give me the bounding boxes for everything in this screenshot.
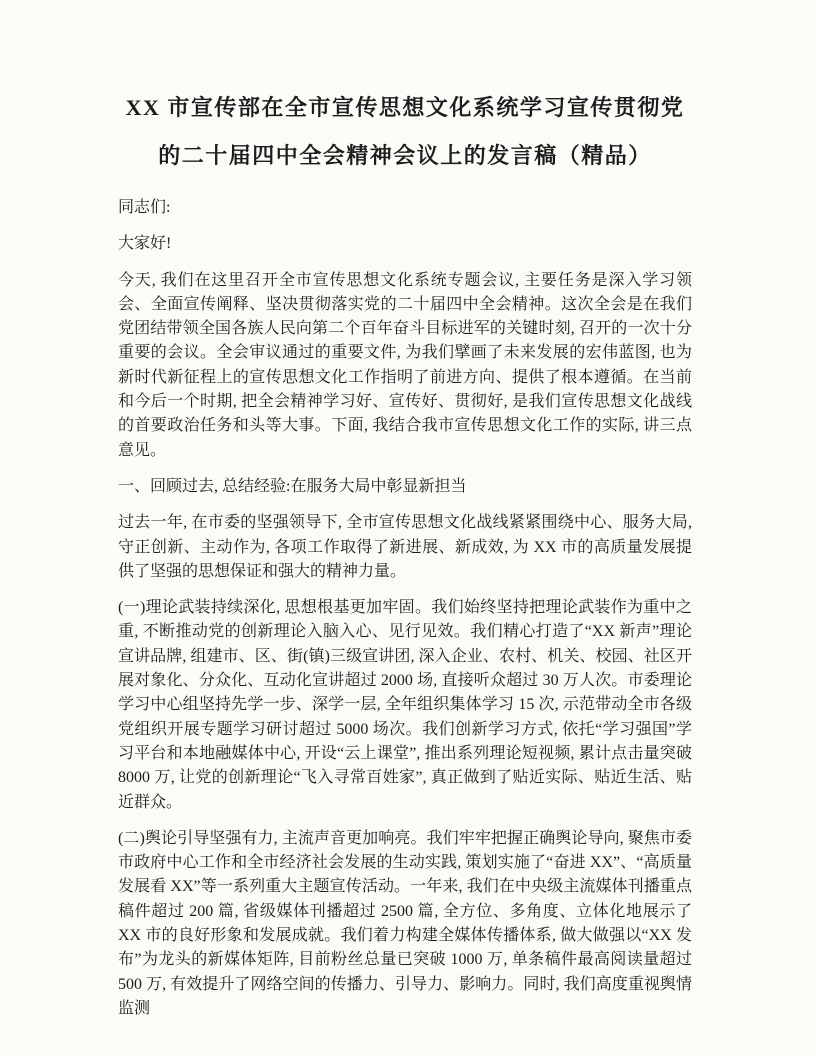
section-1-point-1-paragraph: (一)理论武装持续深化, 思想根基更加牢固。我们始终坚持把理论武装作为重中之重, 不断推动党的创新理论入脑入心、见行见效。我们精心打造了“XX 新声”理论宣讲品牌, 组建市、区、街(镇)三级宣讲团, 深入企业、农村、机关、校园、社区开展对象化、分众化、互动化宣讲超过 2000 场, 直接听众超过 30 万人次。市委理论学习中心组坚持先学一步、深学一层, 全年组织集体学习 15 次, 示范带动全市各级党组织开展专题学习研讨超过 5000 场次。我们创新学习方式, 依托“学习强国”学习平台和本地融媒体中心, 开设“云上课堂”, 推出系列理论短视频, 累计点击量突破 8000 万, 让党的创新理论“飞入寻常百姓家”, 真正做到了贴近实际、贴近生活、贴近群众。 [118, 599, 692, 811]
salutation-line: 同志们: [118, 199, 171, 216]
section-1-overview-paragraph: 过去一年, 在市委的坚强领导下, 全市宣传思想文化战线紧紧围绕中心、服务大局, 守正创新、主动作为, 各项工作取得了新进展、新成效, 为 XX 市的高质量发展提供了坚强的思想保证和强大的精神力量。 [118, 514, 692, 580]
document-title: XX 市宣传部在全市宣传思想文化系统学习宣传贯彻党的二十届四中全会精神会议上的发言稿（精品） [125, 95, 685, 168]
greeting-line: 大家好! [118, 235, 172, 253]
intro-paragraph: 今天, 我们在这里召开全市宣传思想文化系统专题会议, 主要任务是深入学习领会、全面宣传阐释、坚决贯彻落实党的二十届四中全会精神。这次全会是在我们党团结带领全国各族人民向第二个百年奋斗目标进军的关键时刻, 召开的一次十分重要的会议。全会审议通过的重要文件, 为我们擘画了未来发展的宏伟蓝图, 也为新时代新征程上的宣传思想文化工作指明了前进方向、提供了根本遵循。在当前和今后一个时期, 把全会精神学习好、宣传好、贯彻好, 是我们宣传思想文化战线的首要政治任务和头等大事。下面, 我结合我市宣传思想文化工作的实际, 讲三点意见。 [118, 271, 692, 459]
section-1-point-2-paragraph: (二)舆论引导坚强有力, 主流声音更加响亮。我们牢牢把握正确舆论导向, 聚焦市委市政府中心工作和全市经济社会发展的生动实践, 策划实施了“奋进 XX”、“高质量发展看 XX”等一系列重大主题宣传活动。一年来, 我们在中央级主流媒体刊播重点稿件超过 200 篇, 省级媒体刊播超过 2500 篇, 全方位、多角度、立体化地展示了 XX 市的良好形象和发展成就。我们着力构建全媒体传播体系, 做大做强以“XX 发布”为龙头的新媒体矩阵, 目前粉丝总量已突破 1000 万, 单条稿件最高阅读量超过 500 万, 有效提升了网络空间的传播力、引导力、影响力。同时, 我们高度重视舆情监测 [118, 829, 692, 1017]
section-1-heading: 一、回顾过去, 总结经验:在服务大局中彰显新担当 [118, 477, 467, 495]
